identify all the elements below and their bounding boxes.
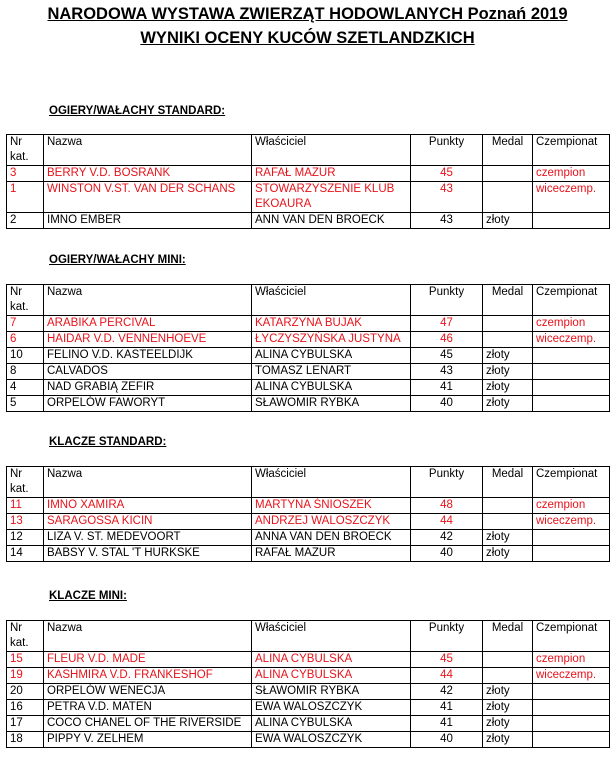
cell-nazwa: BERRY V.D. BOSRANK [44, 166, 252, 182]
cell-punkty: 44 [411, 668, 483, 684]
cell-nr: 18 [7, 732, 44, 748]
document-title: NARODOWA WYSTAWA ZWIERZĄT HODOWLANYCH Poznań 2019 [47, 5, 568, 23]
column-header: Właściciel [252, 467, 411, 498]
column-header: Medal [483, 285, 533, 316]
column-header: Medal [483, 467, 533, 498]
cell-wlasciciel: EWA WALOSZCZYK [252, 732, 411, 748]
cell-nr: 12 [7, 530, 44, 546]
cell-wlasciciel: ŁYCZYSZYŃSKA JUSTYNA [252, 332, 411, 348]
cell-wlasciciel: RAFAŁ MAZUR [252, 546, 411, 562]
column-header: Czempionat [533, 621, 610, 652]
table-row [7, 182, 610, 213]
cell-medal: złoty [483, 213, 533, 229]
cell-nr: 8 [7, 364, 44, 380]
cell-punkty: 42 [411, 684, 483, 700]
cell-punkty: 42 [411, 530, 483, 546]
cell-wlasciciel: ALINA CYBULSKA [252, 348, 411, 364]
cell-nazwa: BABSY V. STAL 'T HURKSKE [44, 546, 252, 562]
column-header: Medal [483, 135, 533, 166]
cell-medal: złoty [483, 684, 533, 700]
cell-nr: 11 [7, 498, 44, 514]
cell-nr: 19 [7, 668, 44, 684]
results-table [6, 620, 610, 748]
cell-punkty: 43 [411, 213, 483, 229]
cell-czempionat: czempion [533, 316, 610, 332]
cell-nr: 4 [7, 380, 44, 396]
cell-punkty: 40 [411, 546, 483, 562]
table-row [7, 332, 610, 348]
cell-wlasciciel: STOWARZYSZENIE KLUB EKOAURA [252, 182, 411, 213]
cell-medal [483, 514, 533, 530]
column-header: Czempionat [533, 135, 610, 166]
cell-punkty: 43 [411, 182, 483, 213]
cell-medal: złoty [483, 716, 533, 732]
section-heading: OGIERY/WAŁACHY STANDARD: [49, 105, 226, 117]
cell-wlasciciel: SŁAWOMIR RYBKA [252, 396, 411, 412]
cell-nr: 14 [7, 546, 44, 562]
cell-wlasciciel: KATARZYNA BUJAK [252, 316, 411, 332]
table-row [7, 684, 610, 700]
cell-punkty: 41 [411, 380, 483, 396]
cell-wlasciciel: TOMASZ LENART [252, 364, 411, 380]
cell-nazwa: KASHMIRA V.D. FRANKESHOF [44, 668, 252, 684]
cell-nazwa: FLEUR V.D. MADE [44, 652, 252, 668]
cell-nr: 16 [7, 700, 44, 716]
cell-nazwa: FELINO V.D. KASTEELDIJK [44, 348, 252, 364]
cell-nr: 5 [7, 396, 44, 412]
table-row [7, 364, 610, 380]
cell-wlasciciel: SŁAWOMIR RYBKA [252, 684, 411, 700]
cell-medal [483, 332, 533, 348]
cell-punkty: 40 [411, 396, 483, 412]
cell-czempionat: czempion [533, 166, 610, 182]
cell-nazwa: IMNO XAMIRA [44, 498, 252, 514]
results-table [6, 284, 610, 412]
table-row [7, 498, 610, 514]
column-header: Medal [483, 621, 533, 652]
cell-wlasciciel: ALINA CYBULSKA [252, 652, 411, 668]
cell-nr: 1 [7, 182, 44, 213]
table-row [7, 396, 610, 412]
cell-nr: 17 [7, 716, 44, 732]
cell-wlasciciel: ALINA CYBULSKA [252, 380, 411, 396]
cell-wlasciciel: EWA WALOSZCZYK [252, 700, 411, 716]
cell-czempionat [533, 380, 610, 396]
cell-nazwa: LIZA V. ST. MEDEVOORT [44, 530, 252, 546]
table-row [7, 732, 610, 748]
cell-nazwa: ORPELÓW FAWORYT [44, 396, 252, 412]
cell-wlasciciel: ANDRZEJ WALOSZCZYK [252, 514, 411, 530]
cell-czempionat: czempion [533, 652, 610, 668]
cell-nazwa: WINSTON V.ST. VAN DER SCHANS [44, 182, 252, 213]
cell-punkty: 45 [411, 652, 483, 668]
table-row [7, 514, 610, 530]
cell-nazwa: ORPELÓW WENECJA [44, 684, 252, 700]
cell-czempionat [533, 732, 610, 748]
cell-wlasciciel: ANN VAN DEN BROECK [252, 213, 411, 229]
section-heading: KLACZE STANDARD: [49, 436, 167, 448]
column-header: Nr kat. [7, 135, 44, 166]
cell-czempionat [533, 546, 610, 562]
table-row [7, 530, 610, 546]
column-header: Nr kat. [7, 621, 44, 652]
table-row [7, 348, 610, 364]
column-header: Czempionat [533, 285, 610, 316]
cell-czempionat: wiceczemp. [533, 182, 610, 213]
cell-nazwa: HAIDAR V.D. VENNENHOEVE [44, 332, 252, 348]
cell-czempionat [533, 684, 610, 700]
results-table [6, 466, 610, 562]
cell-punkty: 41 [411, 716, 483, 732]
cell-wlasciciel: RAFAŁ MAZUR [252, 166, 411, 182]
cell-medal [483, 182, 533, 213]
cell-czempionat [533, 396, 610, 412]
cell-nr: 2 [7, 213, 44, 229]
table-row [7, 668, 610, 684]
cell-nazwa: CALVADOS [44, 364, 252, 380]
cell-nazwa: NAD GRABIĄ ZEFIR [44, 380, 252, 396]
cell-medal [483, 316, 533, 332]
cell-nr: 6 [7, 332, 44, 348]
table-row [7, 652, 610, 668]
cell-medal: złoty [483, 348, 533, 364]
column-header: Nr kat. [7, 285, 44, 316]
table-header-row [7, 621, 610, 652]
table-row [7, 380, 610, 396]
column-header: Punkty [411, 621, 483, 652]
table-header-row [7, 285, 610, 316]
cell-punkty: 45 [411, 348, 483, 364]
table-row [7, 546, 610, 562]
cell-nr: 10 [7, 348, 44, 364]
column-header: Właściciel [252, 135, 411, 166]
cell-punkty: 43 [411, 364, 483, 380]
document-subtitle: WYNIKI OCENY KUCÓW SZETLANDZKICH [140, 29, 475, 47]
cell-medal [483, 652, 533, 668]
column-header: Punkty [411, 285, 483, 316]
cell-nazwa: SARAGOSSA KICIN [44, 514, 252, 530]
table-row [7, 316, 610, 332]
cell-punkty: 46 [411, 332, 483, 348]
cell-punkty: 41 [411, 700, 483, 716]
table-row [7, 166, 610, 182]
cell-wlasciciel: ALINA CYBULSKA [252, 668, 411, 684]
cell-czempionat: wiceczemp. [533, 332, 610, 348]
cell-czempionat: wiceczemp. [533, 514, 610, 530]
cell-nr: 15 [7, 652, 44, 668]
cell-nr: 3 [7, 166, 44, 182]
column-header: Właściciel [252, 621, 411, 652]
cell-medal [483, 166, 533, 182]
cell-nr: 20 [7, 684, 44, 700]
section-heading: OGIERY/WAŁACHY MINI: [49, 254, 186, 266]
cell-czempionat [533, 213, 610, 229]
section-heading: KLACZE MINI: [49, 590, 127, 602]
cell-czempionat [533, 348, 610, 364]
cell-czempionat: czempion [533, 498, 610, 514]
column-header: Nazwa [44, 135, 252, 166]
table-row [7, 213, 610, 229]
column-header: Nr kat. [7, 467, 44, 498]
cell-medal: złoty [483, 380, 533, 396]
cell-punkty: 40 [411, 732, 483, 748]
column-header: Nazwa [44, 621, 252, 652]
cell-punkty: 44 [411, 514, 483, 530]
cell-wlasciciel: ALINA CYBULSKA [252, 716, 411, 732]
cell-medal: złoty [483, 700, 533, 716]
column-header: Czempionat [533, 467, 610, 498]
cell-medal: złoty [483, 364, 533, 380]
cell-nazwa: IMNO EMBER [44, 213, 252, 229]
cell-czempionat [533, 364, 610, 380]
results-table [6, 134, 610, 229]
cell-punkty: 48 [411, 498, 483, 514]
cell-medal [483, 668, 533, 684]
cell-wlasciciel: ANNA VAN DEN BROECK [252, 530, 411, 546]
cell-medal: złoty [483, 530, 533, 546]
cell-czempionat: wiceczemp. [533, 668, 610, 684]
cell-nazwa: PETRA V.D. MATEN [44, 700, 252, 716]
column-header: Nazwa [44, 467, 252, 498]
table-header-row [7, 467, 610, 498]
cell-nazwa: COCO CHANEL OF THE RIVERSIDE [44, 716, 252, 732]
table-row [7, 716, 610, 732]
cell-czempionat [533, 700, 610, 716]
cell-nazwa: ARABIKA PERCIVAL [44, 316, 252, 332]
cell-nazwa: PIPPY V. ZELHEM [44, 732, 252, 748]
table-row [7, 700, 610, 716]
cell-medal: złoty [483, 546, 533, 562]
cell-medal [483, 498, 533, 514]
column-header: Właściciel [252, 285, 411, 316]
cell-punkty: 47 [411, 316, 483, 332]
column-header: Nazwa [44, 285, 252, 316]
cell-nr: 13 [7, 514, 44, 530]
column-header: Punkty [411, 467, 483, 498]
cell-medal: złoty [483, 396, 533, 412]
cell-czempionat [533, 716, 610, 732]
table-header-row [7, 135, 610, 166]
column-header: Punkty [411, 135, 483, 166]
cell-punkty: 45 [411, 166, 483, 182]
cell-wlasciciel: MARTYNA ŚNIOSZEK [252, 498, 411, 514]
cell-czempionat [533, 530, 610, 546]
cell-nr: 7 [7, 316, 44, 332]
cell-medal: złoty [483, 732, 533, 748]
